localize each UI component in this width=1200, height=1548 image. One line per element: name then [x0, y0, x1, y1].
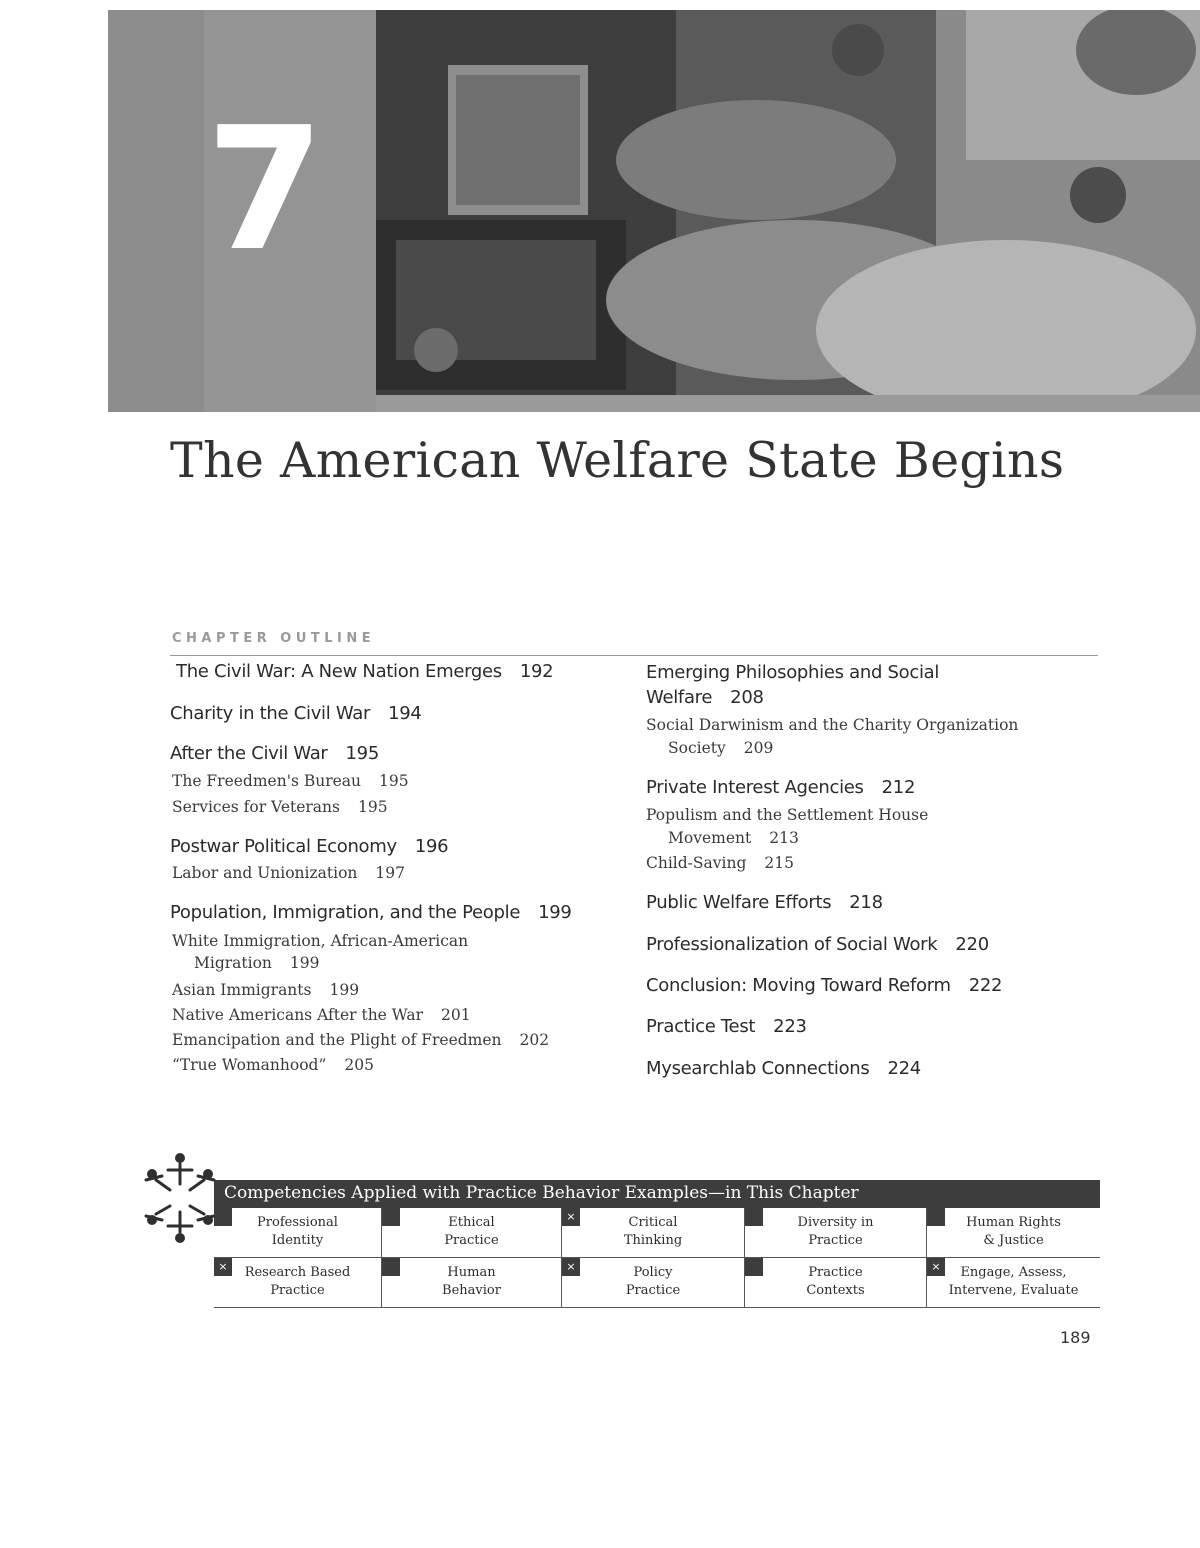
- competency-cell: Human Behavior: [382, 1258, 562, 1308]
- people-circle-icon: [142, 1150, 218, 1246]
- toc-subentry[interactable]: Social Darwinism and the Charity Organization: [646, 716, 1019, 734]
- checkbox: [745, 1258, 763, 1276]
- competency-cell: × Critical Thinking: [562, 1208, 745, 1258]
- toc-entry[interactable]: Population, Immigration, and the People 199: [170, 902, 572, 923]
- checkbox-checked: ×: [927, 1258, 945, 1276]
- toc-subentry-continued[interactable]: Movement 213: [668, 829, 799, 847]
- toc-subentry[interactable]: White Immigration, African-American: [172, 932, 469, 950]
- checkbox: [927, 1208, 945, 1226]
- chapter-title: The American Welfare State Begins: [170, 432, 1065, 489]
- toc-entry[interactable]: After the Civil War 195: [170, 743, 379, 764]
- toc-entry[interactable]: Professionalization of Social Work 220: [646, 934, 989, 955]
- competency-cell: Diversity in Practice: [745, 1208, 927, 1258]
- competency-cell: Practice Contexts: [745, 1258, 927, 1308]
- toc-subentry[interactable]: Child-Saving 215: [646, 854, 794, 872]
- checkbox-checked: ×: [562, 1208, 580, 1226]
- competencies-row: [214, 1258, 1100, 1308]
- toc-entry[interactable]: Emerging Philosophies and Social: [646, 662, 940, 683]
- checkbox: [214, 1208, 232, 1226]
- outline-divider: [170, 655, 1098, 656]
- competencies-grid: [214, 1208, 1100, 1308]
- competencies-header: Competencies Applied with Practice Behavior Examples—in This Chapter: [214, 1180, 1100, 1208]
- toc-subentry[interactable]: Labor and Unionization 197: [172, 864, 405, 882]
- checkbox: [745, 1208, 763, 1226]
- toc-entry-continued[interactable]: Welfare 208: [646, 687, 764, 708]
- toc-subentry[interactable]: The Freedmen's Bureau 195: [172, 772, 409, 790]
- toc-subentry[interactable]: Asian Immigrants 199: [172, 981, 360, 999]
- competency-cell: Professional Identity: [214, 1208, 382, 1258]
- checkbox-checked: ×: [562, 1258, 580, 1276]
- toc-entry[interactable]: Practice Test 223: [646, 1016, 807, 1037]
- toc-entry[interactable]: Mysearchlab Connections 224: [646, 1058, 921, 1079]
- toc-subentry-continued[interactable]: Society 209: [668, 739, 774, 757]
- toc-subentry[interactable]: Native Americans After the War 201: [172, 1006, 471, 1024]
- outline-heading: CHAPTER OUTLINE: [172, 631, 376, 646]
- toc-subentry-continued[interactable]: Migration 199: [194, 954, 320, 972]
- chapter-number: 7: [206, 91, 325, 289]
- toc-subentry[interactable]: “True Womanhood” 205: [172, 1056, 374, 1074]
- checkbox-checked: ×: [214, 1258, 232, 1276]
- toc-subentry[interactable]: Populism and the Settlement House: [646, 806, 929, 824]
- page-number: 189: [1060, 1328, 1091, 1347]
- toc-entry[interactable]: Charity in the Civil War 194: [170, 703, 422, 724]
- checkbox: [382, 1208, 400, 1226]
- competency-cell: × Research Based Practice: [214, 1258, 382, 1308]
- toc-entry[interactable]: Private Interest Agencies 212: [646, 777, 916, 798]
- competency-cell: Human Rights & Justice: [927, 1208, 1100, 1258]
- toc-entry[interactable]: Conclusion: Moving Toward Reform 222: [646, 975, 1003, 996]
- toc-subentry[interactable]: Services for Veterans 195: [172, 798, 388, 816]
- toc-entry[interactable]: The Civil War: A New Nation Emerges 192: [176, 661, 554, 682]
- toc-entry[interactable]: Postwar Political Economy 196: [170, 836, 449, 857]
- checkbox: [382, 1258, 400, 1276]
- toc-entry[interactable]: Public Welfare Efforts 218: [646, 892, 883, 913]
- chapter-banner: [108, 10, 1200, 412]
- toc-subentry[interactable]: Emancipation and the Plight of Freedmen 202: [172, 1031, 550, 1049]
- chapter-number-panel: [108, 10, 376, 412]
- competency-cell: × Policy Practice: [562, 1258, 745, 1308]
- competency-cell: × Engage, Assess, Intervene, Evaluate: [927, 1258, 1100, 1308]
- competencies-row: [214, 1208, 1100, 1258]
- competency-cell: Ethical Practice: [382, 1208, 562, 1258]
- historical-photo: [376, 10, 1200, 412]
